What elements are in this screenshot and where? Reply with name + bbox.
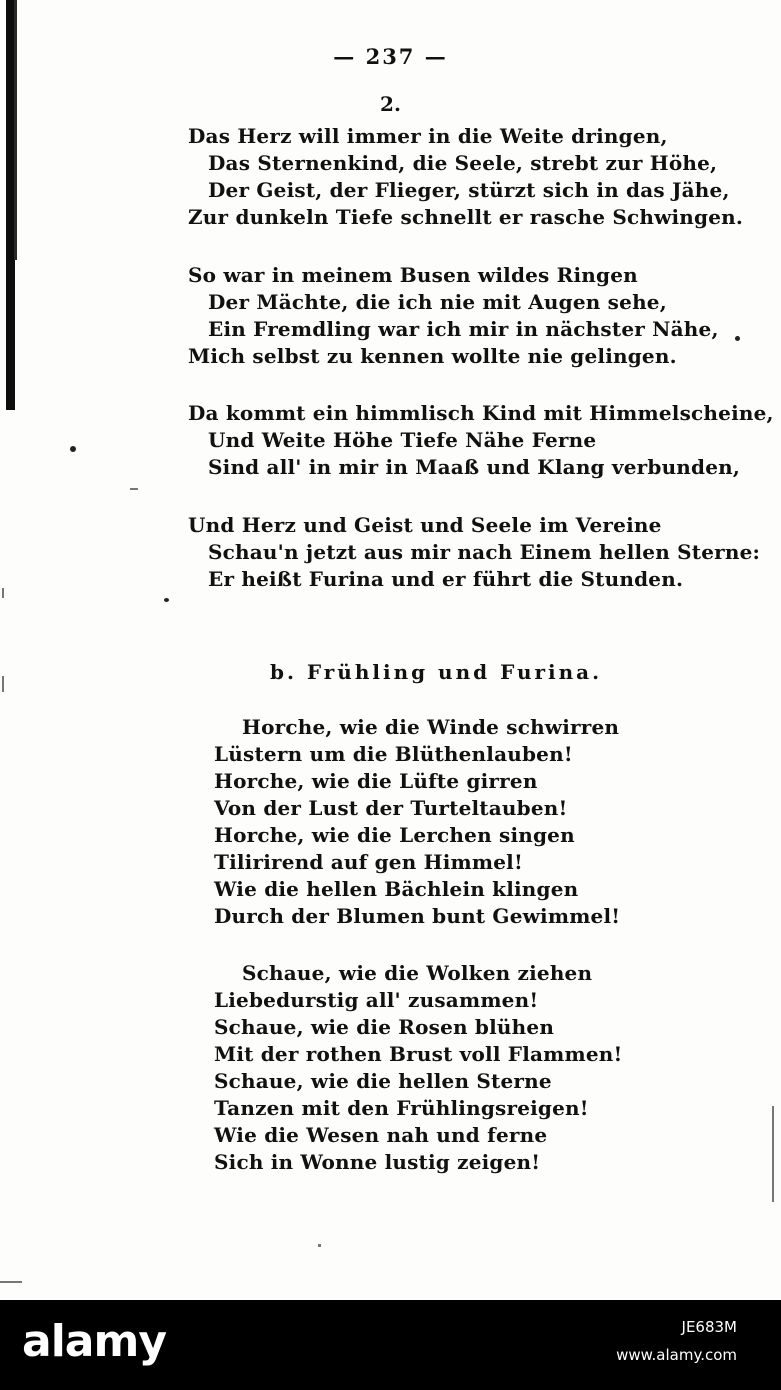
poem-line: Mit der rothen Brust voll Flammen! [214, 1042, 623, 1066]
poem-line: Wie die hellen Bächlein klingen [214, 877, 579, 901]
image-code: JE683M [681, 1318, 737, 1336]
poem-line: Der Mächte, die ich nie mit Augen sehe, [208, 290, 667, 314]
poem-line: Da kommt ein himmlisch Kind mit Himmelscheine, [188, 401, 774, 425]
page-number: — 237 — [333, 44, 448, 69]
poem-line: Horche, wie die Lüfte girren [214, 769, 538, 793]
poem-line: Schaue, wie die Wolken ziehen [242, 961, 593, 985]
poem-line: Durch der Blumen bunt Gewimmel! [214, 904, 621, 928]
ink-speck [735, 336, 740, 341]
scan-mark [2, 588, 4, 598]
poem-line: Der Geist, der Flieger, stürzt sich in das Jähe, [208, 178, 730, 202]
poem-line: Schaue, wie die hellen Sterne [214, 1069, 552, 1093]
scan-mark [772, 1106, 774, 1202]
poem-line: Tilirirend auf gen Himmel! [214, 850, 523, 874]
binding-shadow [14, 0, 17, 260]
watermark-url: www.alamy.com [616, 1346, 737, 1364]
poem-line: Schau'n jetzt aus mir nach Einem hellen Sterne: [208, 540, 761, 564]
poem-line: Wie die Wesen nah und ferne [214, 1123, 548, 1147]
poem-line: Liebedurstig all' zusammen! [214, 988, 539, 1012]
poem-line: Mich selbst zu kennen wollte nie gelingen. [188, 344, 677, 368]
poem-line: Horche, wie die Lerchen singen [214, 823, 575, 847]
poem-line: Das Herz will immer in die Weite dringen, [188, 124, 668, 148]
poem-line: Und Weite Höhe Tiefe Nähe Ferne [208, 428, 597, 452]
section-number: 2. [380, 92, 401, 116]
poem-line: Das Sternenkind, die Seele, strebt zur Höhe, [208, 151, 718, 175]
scan-mark [2, 676, 4, 692]
section-heading: b. Frühling und Furina. [270, 660, 603, 684]
alamy-logo: alamy [22, 1316, 166, 1367]
poem-line: Schaue, wie die Rosen blühen [214, 1015, 555, 1039]
scan-mark [318, 1244, 321, 1247]
poem-line: Er heißt Furina und er führt die Stunden. [208, 567, 684, 591]
poem-line: Ein Fremdling war ich mir in nächster Nähe, [208, 317, 719, 341]
poem-line: So war in meinem Busen wildes Ringen [188, 263, 638, 287]
scan-mark [0, 1281, 22, 1283]
poem-line: Zur dunkeln Tiefe schnellt er rasche Schwingen. [188, 205, 744, 229]
poem-line: Sind all' in mir in Maaß und Klang verbunden, [208, 455, 741, 479]
scan-mark [130, 488, 138, 490]
poem-line: Und Herz und Geist und Seele im Vereine [188, 513, 662, 537]
poem-line: Von der Lust der Turteltauben! [214, 796, 568, 820]
ink-speck [70, 446, 76, 452]
ink-speck [164, 598, 169, 602]
poem-line: Lüstern um die Blüthenlauben! [214, 742, 573, 766]
poem-line: Tanzen mit den Frühlingsreigen! [214, 1096, 589, 1120]
poem-line: Horche, wie die Winde schwirren [242, 715, 620, 739]
poem-line: Sich in Wonne lustig zeigen! [214, 1150, 541, 1174]
